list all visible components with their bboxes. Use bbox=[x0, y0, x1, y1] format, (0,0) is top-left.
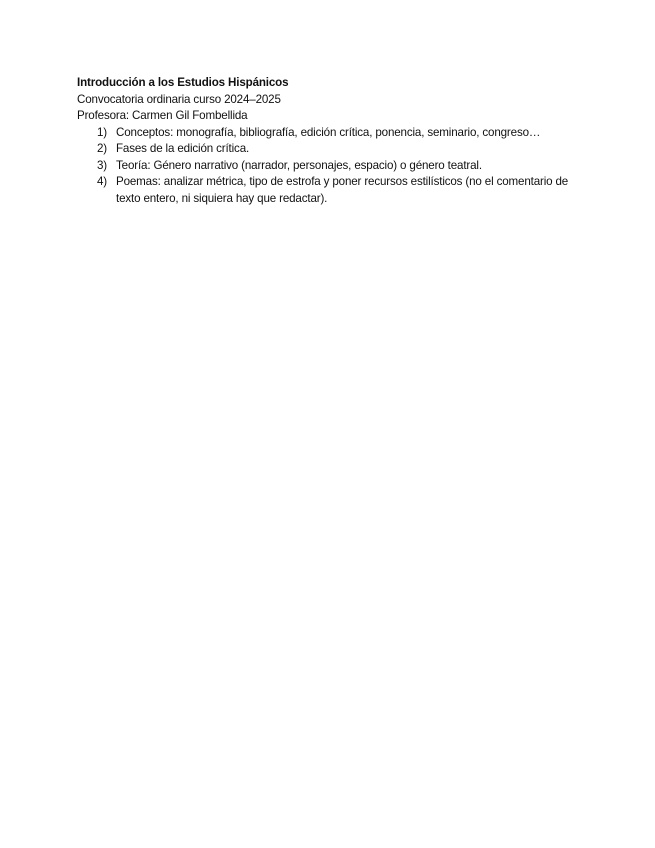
document-title: Introducción a los Estudios Hispánicos bbox=[77, 76, 289, 89]
list-item-text: Conceptos: monografía, bibliografía, edición crítica, ponencia, seminario, congreso… bbox=[116, 125, 541, 139]
list-item bbox=[77, 141, 587, 158]
list-item-number: 2) bbox=[97, 142, 108, 155]
exam-session-line: Convocatoria ordinaria curso 2024–2025 bbox=[77, 92, 281, 106]
document-content bbox=[77, 75, 587, 207]
topic-list bbox=[77, 125, 587, 208]
list-item-number: 3) bbox=[97, 158, 108, 172]
list-item-number: 4) bbox=[97, 175, 108, 188]
list-item-text: Fases de la edición crítica. bbox=[116, 142, 250, 155]
list-item-text: Teoría: Género narrativo (narrador, personajes, espacio) o género teatral. bbox=[116, 158, 482, 172]
list-item bbox=[77, 125, 587, 142]
list-item-number: 1) bbox=[97, 125, 108, 139]
list-item bbox=[77, 158, 587, 175]
list-item bbox=[77, 174, 587, 207]
list-item-text: Poemas: analizar métrica, tipo de estrofa y poner recursos estilísticos (no el comentario de texto entero, ni siquiera hay que redactar). bbox=[116, 175, 569, 205]
professor-line: Profesora: Carmen Gil Fombellida bbox=[77, 109, 248, 122]
